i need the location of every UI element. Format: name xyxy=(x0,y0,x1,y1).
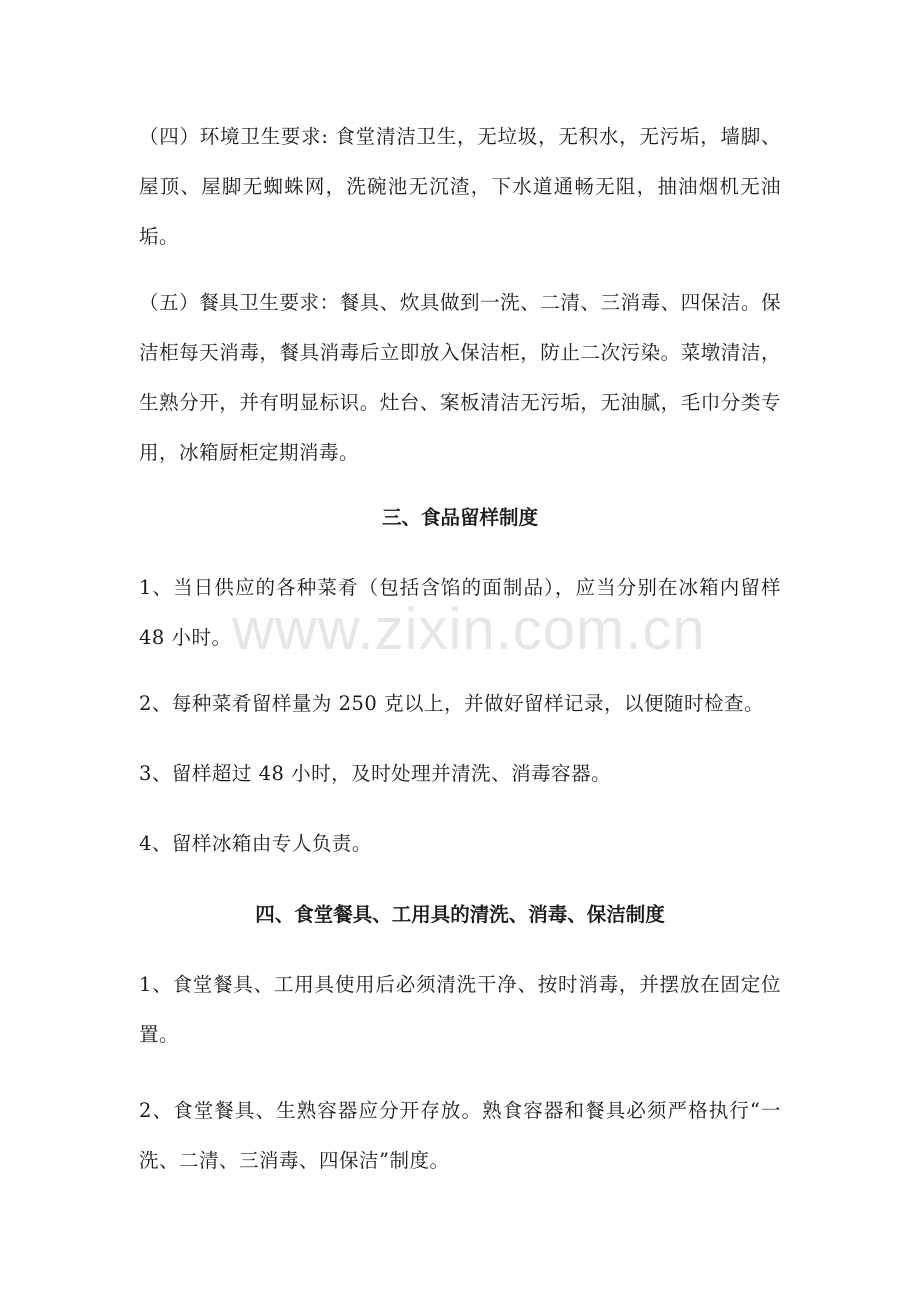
section-3-item-3: 3、留样超过 48 小时，及时处理并清洗、消毒容器。 xyxy=(139,762,612,785)
section-3-item-4: 4、留样冰箱由专人负责。 xyxy=(139,832,372,855)
section-4-heading: 四、食堂餐具、工用具的清洗、消毒、保洁制度 xyxy=(255,903,665,926)
paragraph-tableware-hygiene: （五）餐具卫生要求：餐具、炊具做到一洗、二清、三消毒、四保洁。保洁柜每天消毒，餐具消毒后立即放入保洁柜，防止二次污染。菜墩清洁，生熟分开，并有明显标识。灶台、案板清洁无污垢，无油腻，毛巾分类专用，冰箱厨柜定期消毒。 xyxy=(139,291,781,464)
section-3-heading: 三、食品留样制度 xyxy=(381,506,538,529)
section-4-item-1: 1、食堂餐具、工用具使用后必须清洗干净、按时消毒，并摆放在固定位置。 xyxy=(139,973,781,1046)
watermark-text: www.zixin.com.cn xyxy=(232,597,706,662)
section-4-item-2: 2、食堂餐具、生熟容器应分开存放。熟食容器和餐具必须严格执行“一洗、二清、三消毒、四保洁”制度。 xyxy=(139,1099,781,1172)
section-3-item-2: 2、每种菜肴留样量为 250 克以上，并做好留样记录，以便随时检查。 xyxy=(139,692,765,715)
section-3-item-1: 1、当日供应的各种菜肴（包括含馅的面制品），应当分别在冰箱内留样 48 小时。 xyxy=(139,576,781,649)
paragraph-environment-hygiene: （四）环境卫生要求: 食堂清洁卫生，无垃圾，无积水，无污垢，墙脚、屋顶、屋脚无蜘蛛网，洗碗池无沉渣，下水道通畅无阻，抽油烟机无油垢。 xyxy=(139,125,781,248)
